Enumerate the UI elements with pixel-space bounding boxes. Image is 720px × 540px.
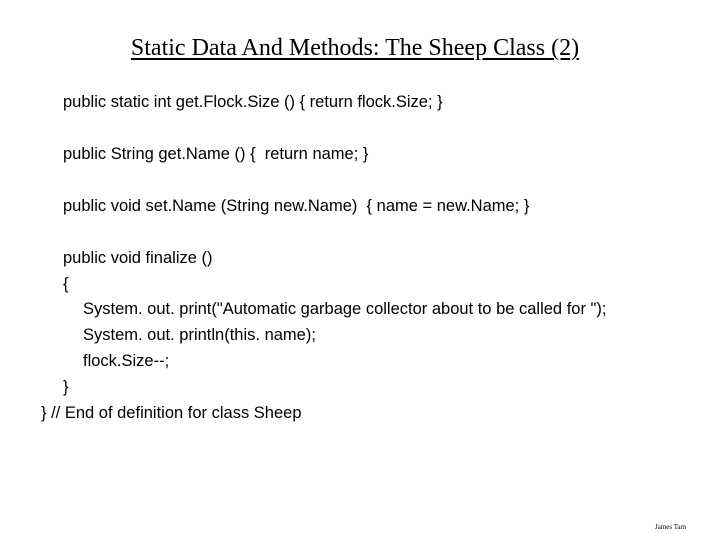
code-line-get-name: public String get.Name () { return name; } <box>63 145 369 163</box>
code-line-open-brace: { <box>63 275 69 293</box>
code-line-close-brace: } <box>63 378 69 396</box>
code-line-get-flock-size: public static int get.Flock.Size () { return flock.Size; } <box>63 93 443 111</box>
code-line-println: System. out. println(this. name); <box>83 326 316 344</box>
code-line-class-end: } // End of definition for class Sheep <box>41 404 302 422</box>
code-line-decrement: flock.Size--; <box>83 352 170 370</box>
slide-title: Static Data And Methods: The Sheep Class (2) <box>130 35 580 61</box>
code-line-set-name: public void set.Name (String new.Name) { name = new.Name; } <box>63 197 530 215</box>
code-line-finalize: public void finalize () <box>63 249 213 267</box>
code-line-print: System. out. print("Automatic garbage collector about to be called for "); <box>83 300 607 318</box>
footer-author: James Tam <box>655 523 687 531</box>
